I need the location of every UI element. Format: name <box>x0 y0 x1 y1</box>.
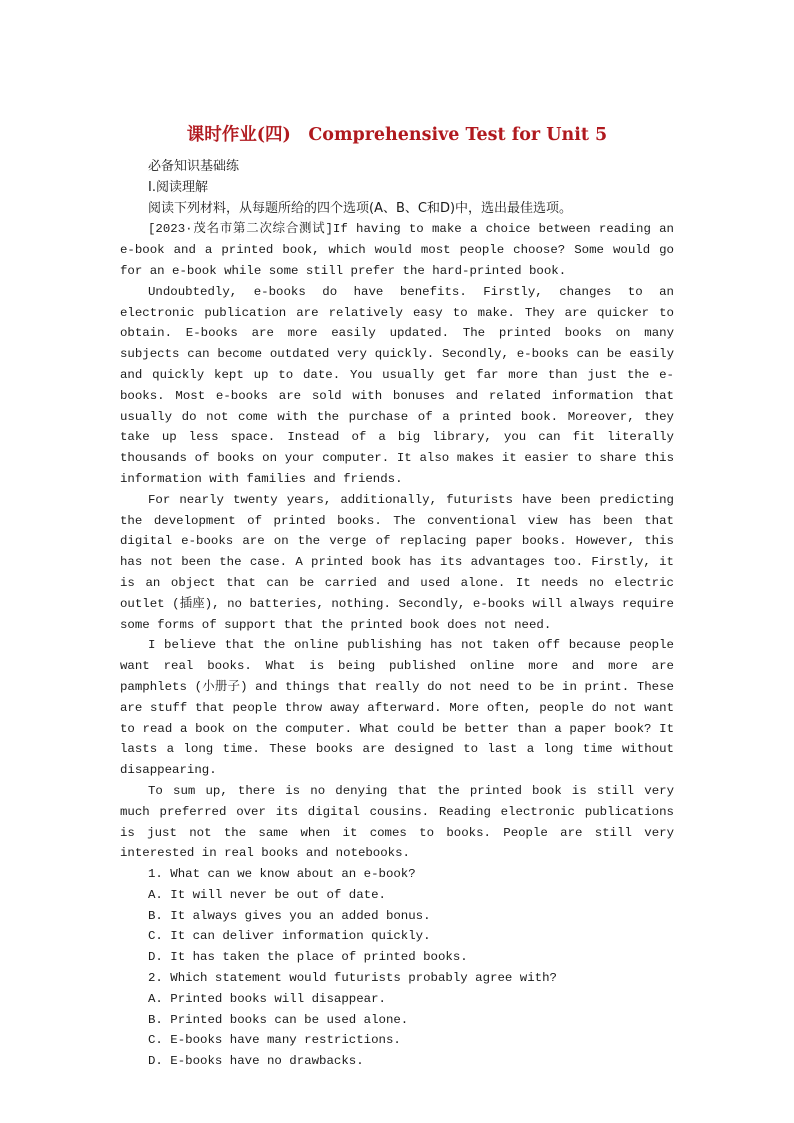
passage-paragraph-3: For nearly twenty years, additionally, futurists have been predicting the development of printed books. The conventional view has been that digital e-books are on the verge of replacing paper books. However, this has not been the case. A printed book has its advantages too. Firstly, it is an object that can be carried and used alone. It needs no electric outlet (插座), no batteries, nothing. Secondly, e-books will always require some forms of support that the printed book does not need. <box>120 492 674 632</box>
question-option: C. It can deliver information quickly. <box>148 929 431 944</box>
instruction-text: 阅读下列材料，从每题所给的四个选项(A、B、C和D)中，选出最佳选项。 <box>148 200 573 216</box>
passage-paragraph-4: I believe that the online publishing has not taken off because people want real books. What is being published online more and more are pamphlets (小册子) and things that really do not need to be in print. These are stuff that people throw away afterward. More often, people do not want to read a book on the computer. What could be better than a paper book? It lasts a long time. These books are designed to last a long time without disappearing. <box>120 638 674 778</box>
question-option: D. E-books have no drawbacks. <box>148 1054 364 1069</box>
document-body <box>120 157 674 1072</box>
passage-paragraph-2: Undoubtedly, e-books do have benefits. Firstly, changes to an electronic publication are relatively easy to make. They are quicker to obtain. E-books are more easily updated. The printed books on many subjects can become outdated very quickly. Secondly, e-books can be easily and quickly kept up to date. You usually get far more than just the e-books. Most e-books are sold with bonuses and related information that usually do not come with the purchase of a printed book. Moreover, they take up less space. Instead of a big library, you can fit literally thousands of books on your computer. It also makes it easier to share this information with families and friends. <box>120 284 674 486</box>
question-stem: 2. Which statement would futurists probably agree with? <box>148 971 557 986</box>
page-title: 课时作业(四) Comprehensive Test for Unit 5 <box>186 125 608 145</box>
passage-paragraph-5: To sum up, there is no denying that the printed book is still very much preferred over its digital cousins. Reading electronic publications is just not the same when it comes to books. People are still very interested in real books and notebooks. <box>120 783 674 861</box>
question-1 <box>120 864 674 968</box>
question-2 <box>120 968 674 1072</box>
question-option: B. Printed books can be used alone. <box>148 1012 409 1027</box>
part-heading: Ⅰ.阅读理解 <box>148 179 208 195</box>
question-option: C. E-books have many restrictions. <box>148 1033 401 1048</box>
question-option: B. It always gives you an added bonus. <box>148 908 431 923</box>
question-option: A. It will never be out of date. <box>148 887 386 902</box>
passage-paragraph-1: [2023·茂名市第二次综合测试]If having to make a choice between reading an e-book and a printed book, which would most people choose? Some would go for an e-book while some still prefer the hard-printed book. <box>120 222 674 278</box>
section-label: 必备知识基础练 <box>148 159 240 174</box>
question-stem: 1. What can we know about an e-book? <box>148 867 416 882</box>
question-option: A. Printed books will disappear. <box>148 991 386 1006</box>
question-option: D. It has taken the place of printed books. <box>148 950 468 965</box>
